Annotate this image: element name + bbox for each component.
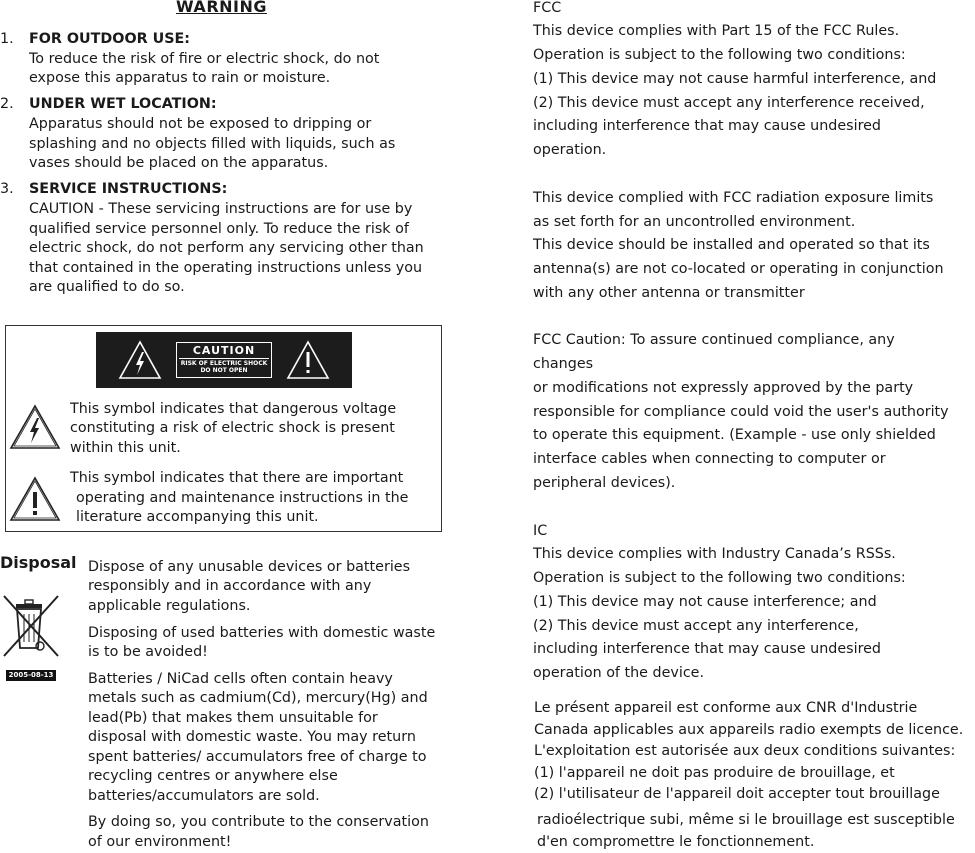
fcc-text-line: including interference that may cause undesired	[533, 118, 882, 134]
voltage-text-line: within this unit.	[70, 440, 181, 456]
caution-sub-line: RISK OF ELECTRIC SHOCK	[180, 360, 268, 367]
date-plate: 2005-08-13	[6, 670, 56, 681]
fcc-text-line: This device complied with FCC radiation exposure limits	[533, 190, 934, 206]
french-text-line: radioélectrique subi, même si le brouillage est susceptible	[537, 812, 955, 828]
french-text-line: d'en compromettre le fonctionnement.	[537, 834, 815, 850]
fcc-text-line: peripheral devices).	[533, 475, 676, 491]
ic-heading: IC	[533, 523, 548, 539]
item-text-line: Apparatus should not be exposed to dripping or	[29, 116, 372, 132]
item-text-line: qualified service personnel only. To reduce the risk of	[29, 221, 409, 237]
exclamation-triangle-icon	[9, 476, 61, 522]
fcc-heading: FCC	[533, 0, 562, 16]
disposal-text-line: Dispose of any unusable devices or batteries	[88, 559, 411, 575]
item-number: 1.	[0, 31, 14, 47]
voltage-text-line: This symbol indicates that dangerous voltage	[70, 401, 397, 417]
disposal-text-line: responsibly and in accordance with any	[88, 578, 372, 594]
fcc-text-line: This device should be installed and operated so that its	[533, 237, 930, 253]
disposal-text-line: metals such as cadmium(Cd), mercury(Hg) and	[88, 690, 428, 706]
disposal-text-line: spent batteries/ accumulators free of charge to	[88, 749, 427, 765]
instructions-text-line: This symbol indicates that there are important	[70, 470, 404, 486]
ic-text-line: Operation is subject to the following two conditions:	[533, 570, 906, 586]
french-text-line: (1) l'appareil ne doit pas produire de brouillage, et	[534, 765, 895, 781]
item-text-line: vases should be placed on the apparatus.	[29, 155, 329, 171]
caution-word: CAUTION	[192, 344, 256, 357]
lightning-warning-icon	[118, 340, 162, 380]
disposal-text-line: is to be avoided!	[88, 644, 208, 660]
item-text-line: electric shock, do not perform any servicing other than	[29, 240, 424, 256]
fcc-text-line: Operation is subject to the following two conditions:	[533, 47, 906, 63]
disposal-text-line: applicable regulations.	[88, 598, 251, 614]
disposal-title: Disposal	[0, 553, 77, 572]
caution-sub-line: DO NOT OPEN	[200, 367, 248, 374]
fcc-text-line: interface cables when connecting to computer or	[533, 451, 886, 467]
fcc-text-line: responsible for compliance could void the user's authority	[533, 404, 949, 420]
ic-text-line: (2) This device must accept any interference,	[533, 618, 859, 634]
caution-label	[176, 342, 272, 378]
item-heading-wet: UNDER WET LOCATION:	[29, 96, 217, 112]
fcc-text-line: FCC Caution: To assure continued compliance, any	[533, 332, 895, 348]
ic-text-line: (1) This device may not cause interference; and	[533, 594, 877, 610]
fcc-text-line: or modifications not expressly approved by the party	[533, 380, 914, 396]
item-text-line: are qualified to do so.	[29, 279, 185, 295]
ic-text-line: including interference that may cause undesired	[533, 641, 882, 657]
item-number: 3.	[0, 181, 14, 197]
fcc-text-line: to operate this equipment. (Example - use only shielded	[533, 427, 936, 443]
french-text-line: (2) l'utilisateur de l'appareil doit accepter tout brouillage	[534, 786, 940, 802]
item-text-line: that contained in the operating instructions unless you	[29, 260, 423, 276]
fcc-text-line: as set forth for an uncontrolled environment.	[533, 214, 856, 230]
caution-banner	[96, 332, 352, 388]
french-text-line: L'exploitation est autorisée aux deux conditions suivantes:	[534, 743, 956, 759]
item-heading-service: SERVICE INSTRUCTIONS:	[29, 181, 228, 197]
disposal-text-line: By doing so, you contribute to the conservation	[88, 814, 429, 830]
lightning-triangle-icon	[9, 404, 61, 450]
item-heading-outdoor: FOR OUTDOOR USE:	[29, 31, 190, 47]
warning-title: WARNING	[176, 0, 267, 16]
disposal-text-line: of our environment!	[88, 834, 232, 850]
instructions-text-line: literature accompanying this unit.	[76, 509, 319, 525]
fcc-text-line: operation.	[533, 142, 607, 158]
ic-text-line: This device complies with Industry Canada’s RSSs.	[533, 546, 896, 562]
fcc-text-line: with any other antenna or transmitter	[533, 285, 805, 301]
fcc-text-line: (1) This device may not cause harmful interference, and	[533, 71, 937, 87]
ic-text-line: operation of the device.	[533, 665, 705, 681]
item-text-line: CAUTION - These servicing instructions are for use by	[29, 201, 413, 217]
disposal-text-line: batteries/accumulators are sold.	[88, 788, 320, 804]
voltage-text-line: constituting a risk of electric shock is present	[70, 420, 395, 436]
crossed-bin-icon	[2, 594, 60, 660]
fcc-text-line: (2) This device must accept any interference received,	[533, 95, 925, 111]
disposal-text-line: recycling centres or anywhere else	[88, 768, 338, 784]
instructions-text-line: operating and maintenance instructions in the	[76, 490, 409, 506]
french-text-line: Canada applicables aux appareils radio exempts de licence.	[534, 722, 964, 738]
item-text-line: expose this apparatus to rain or moisture.	[29, 70, 331, 86]
fcc-text-line: antenna(s) are not co-located or operating in conjunction	[533, 261, 944, 277]
item-number: 2.	[0, 96, 14, 112]
french-text-line: Le présent appareil est conforme aux CNR d'Industrie	[534, 700, 918, 716]
caution-subtext	[177, 360, 271, 374]
disposal-text-line: disposal with domestic waste. You may return	[88, 729, 416, 745]
disposal-text-line: lead(Pb) that makes them unsuitable for	[88, 710, 378, 726]
fcc-text-line: This device complies with Part 15 of the FCC Rules.	[533, 23, 900, 39]
exclamation-warning-icon	[286, 340, 330, 380]
fcc-text-line: changes	[533, 356, 594, 372]
disposal-text-line: Disposing of used batteries with domestic waste	[88, 625, 436, 641]
disposal-text-line: Batteries / NiCad cells often contain heavy	[88, 671, 393, 687]
item-text-line: splashing and no objects filled with liquids, such as	[29, 136, 396, 152]
item-text-line: To reduce the risk of fire or electric shock, do not	[29, 51, 380, 67]
